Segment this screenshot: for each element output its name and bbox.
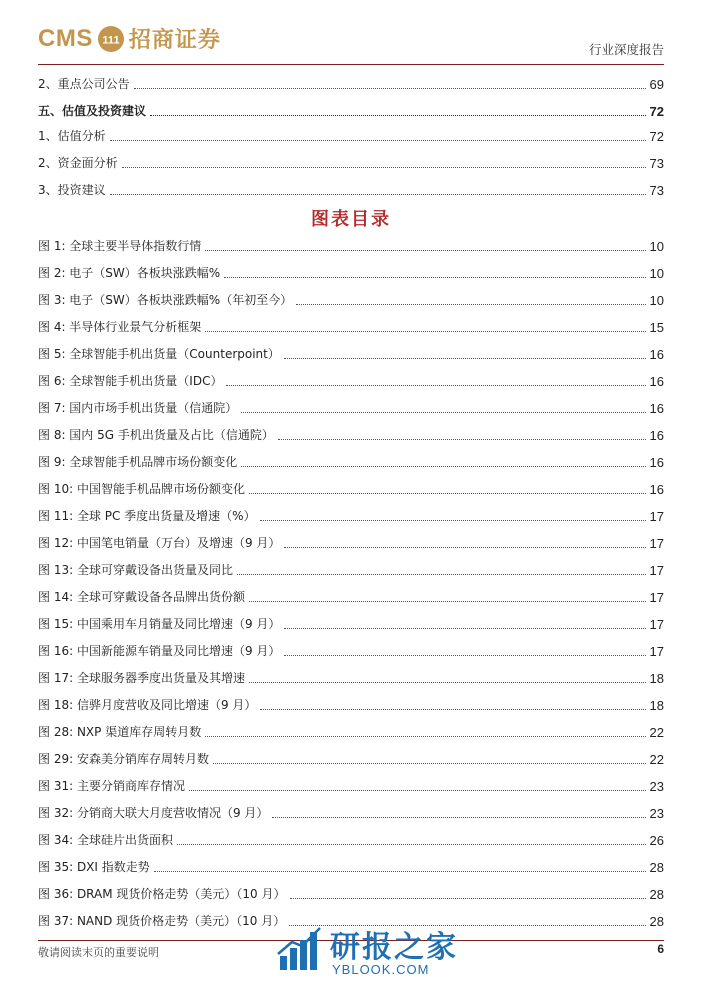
watermark-text: 研报之家 [330,930,458,965]
figures-title: 图表目录 [311,209,391,230]
toc-entry[interactable] [38,261,664,281]
toc-entry-label: 五、估值及投资建议 [38,104,147,118]
dot-leader [296,304,645,305]
toc-entry[interactable] [38,882,664,902]
toc-entry-label: 图 10: 中国智能手机品牌市场份额变化 [38,482,245,496]
logo-mark-text: 111 [102,34,120,46]
toc-entry-label: 图 29: 安森美分销库存周转月数 [38,752,209,766]
toc-entry[interactable] [38,178,664,198]
toc-entry[interactable] [38,828,664,848]
toc-entry-page: 18 [649,671,664,686]
dot-leader [278,439,646,440]
toc-entry[interactable] [38,342,664,362]
toc-entry[interactable] [38,531,664,551]
toc-entry-label: 图 16: 中国新能源车销量及同比增速（9 月） [38,644,281,658]
toc-entry-page: 17 [649,509,664,524]
cms-logo [38,23,221,54]
dot-leader [284,655,645,656]
toc-entry-label: 图 31: 主要分销商库存情况 [38,779,185,793]
toc-entry-label: 图 12: 中国笔电销量（万台）及增速（9 月） [38,536,281,550]
toc-entry-page: 16 [649,455,664,470]
toc-entry[interactable] [38,369,664,389]
toc-entry-page: 23 [649,779,664,794]
toc-entry[interactable] [38,558,664,578]
toc-entry[interactable] [38,423,664,443]
toc-entry[interactable] [38,504,664,524]
logo-text: CMS [38,24,93,52]
toc-entry-page: 26 [649,833,664,848]
toc-entry-label: 1、估值分析 [38,129,106,143]
dot-leader [213,763,646,764]
toc-entry-label: 图 28: NXP 渠道库存周转月数 [38,725,202,739]
toc-entry[interactable] [38,99,664,119]
dot-leader [134,88,646,89]
dot-leader [226,385,645,386]
toc-entry-label: 2、重点公司公告 [38,77,130,91]
toc-entry[interactable] [38,72,664,92]
toc-entry-page: 28 [649,914,664,929]
dot-leader [290,898,646,899]
dot-leader [272,817,645,818]
toc-entry-label: 图 35: DXI 指数走势 [38,860,150,874]
toc-entry-page: 72 [649,104,664,119]
page-number: 6 [657,942,664,956]
toc-entry-page: 22 [649,725,664,740]
toc-entry[interactable] [38,747,664,767]
toc-entry[interactable] [38,639,664,659]
toc-entry-label: 图 4: 半导体行业景气分析框架 [38,320,202,334]
toc-entry-label: 图 6: 全球智能手机出货量（IDC） [38,374,223,388]
toc-entry-page: 17 [649,644,664,659]
toc-entry-page: 10 [649,293,664,308]
dot-leader [249,493,646,494]
toc-entry[interactable] [38,693,664,713]
toc-entry[interactable] [38,612,664,632]
dot-leader [284,628,645,629]
toc-entry-page: 18 [649,698,664,713]
toc-entry-page: 10 [649,266,664,281]
watermark-url: YBLOOK.COM [332,962,430,977]
toc-entry-label: 图 37: NAND 现货价格走势（美元）（10 月） [38,914,286,928]
toc-entry-page: 22 [649,752,664,767]
toc-entry[interactable] [38,585,664,605]
toc-entry-page: 73 [649,156,664,171]
toc-entry-label: 3、投资建议 [38,183,106,197]
logo-cn-text: 招商证券 [128,28,221,53]
toc-entry[interactable] [38,288,664,308]
toc-entry-label: 图 14: 全球可穿戴设备各品牌出货份额 [38,590,245,604]
dot-leader [205,250,645,251]
dot-leader [237,574,646,575]
toc-entry-page: 69 [649,77,664,92]
dot-leader [284,547,645,548]
toc-entry-label: 图 9: 全球智能手机品牌市场份额变化 [38,455,238,469]
watermark [276,914,466,984]
toc-entry-label: 图 17: 全球服务器季度出货量及其增速 [38,671,245,685]
toc-entry-page: 16 [649,428,664,443]
dot-leader [249,601,646,602]
toc-entry-page: 17 [649,536,664,551]
dot-leader [241,466,645,467]
toc-entry-label: 2、资金面分析 [38,156,118,170]
header-divider [38,64,664,65]
watermark-chart-icon [276,926,324,974]
toc-entry-page: 15 [649,320,664,335]
toc-entry[interactable] [38,315,664,335]
toc-entry-label: 图 32: 分销商大联大月度营收情况（9 月） [38,806,269,820]
toc-entry-label: 图 36: DRAM 现货价格走势（美元）（10 月） [38,887,286,901]
toc-entry-label: 图 5: 全球智能手机出货量（Counterpoint） [38,347,280,361]
toc-entry-page: 73 [649,183,664,198]
dot-leader [205,331,645,332]
toc-entry[interactable] [38,477,664,497]
dot-leader [189,790,646,791]
toc-entry-page: 16 [649,347,664,362]
toc-entry-label: 图 1: 全球主要半导体指数行情 [38,239,202,253]
toc-entry-label: 图 3: 电子（SW）各板块涨跌幅%（年初至今） [38,293,293,307]
toc-entry[interactable] [38,396,664,416]
dot-leader [260,709,645,710]
dot-leader [224,277,645,278]
disclaimer-note: 敬请阅读末页的重要说明 [38,946,159,959]
toc-entry-page: 23 [649,806,664,821]
toc-entry[interactable] [38,720,664,740]
dot-leader [241,412,645,413]
toc-entry[interactable] [38,151,664,171]
toc-entry-page: 17 [649,590,664,605]
toc-entry-page: 72 [649,129,664,144]
logo-mark-icon [97,25,125,53]
dot-leader [260,520,646,521]
toc-entry-label: 图 2: 电子（SW）各板块涨跌幅% [38,266,221,280]
toc-entry-label: 图 13: 全球可穿戴设备出货量及同比 [38,563,233,577]
toc-entry-label: 图 8: 国内 5G 手机出货量及占比（信通院） [38,428,274,442]
toc-entry-page: 16 [649,374,664,389]
page-header [38,18,664,62]
dot-leader [110,194,646,195]
toc-entry[interactable] [38,234,664,254]
toc-entry-page: 28 [649,887,664,902]
toc-entry[interactable] [38,801,664,821]
toc-entry-page: 16 [649,401,664,416]
dot-leader [177,844,646,845]
toc-entry-page: 17 [649,617,664,632]
report-type: 行业深度报告 [588,42,664,57]
dot-leader [110,140,646,141]
dot-leader [249,682,646,683]
dot-leader [154,871,646,872]
toc-entry-page: 17 [649,563,664,578]
toc-entry-label: 图 15: 中国乘用车月销量及同比增速（9 月） [38,617,281,631]
toc-entry[interactable] [38,450,664,470]
toc-entry-label: 图 11: 全球 PC 季度出货量及增速（%） [38,509,256,523]
toc-entry[interactable] [38,855,664,875]
toc-entry-page: 16 [649,482,664,497]
toc-entry-label: 图 18: 信骅月度营收及同比增速（9 月） [38,698,257,712]
dot-leader [205,736,645,737]
toc-entry-page: 28 [649,860,664,875]
toc-entry-label: 图 7: 国内市场手机出货量（信通院） [38,401,238,415]
dot-leader [150,115,646,116]
toc-entry-page: 10 [649,239,664,254]
dot-leader [284,358,646,359]
toc-entry[interactable] [38,666,664,686]
toc-entry[interactable] [38,774,664,794]
dot-leader [122,167,646,168]
toc-entry-label: 图 34: 全球硅片出货面积 [38,833,173,847]
toc-entry[interactable] [38,124,664,144]
